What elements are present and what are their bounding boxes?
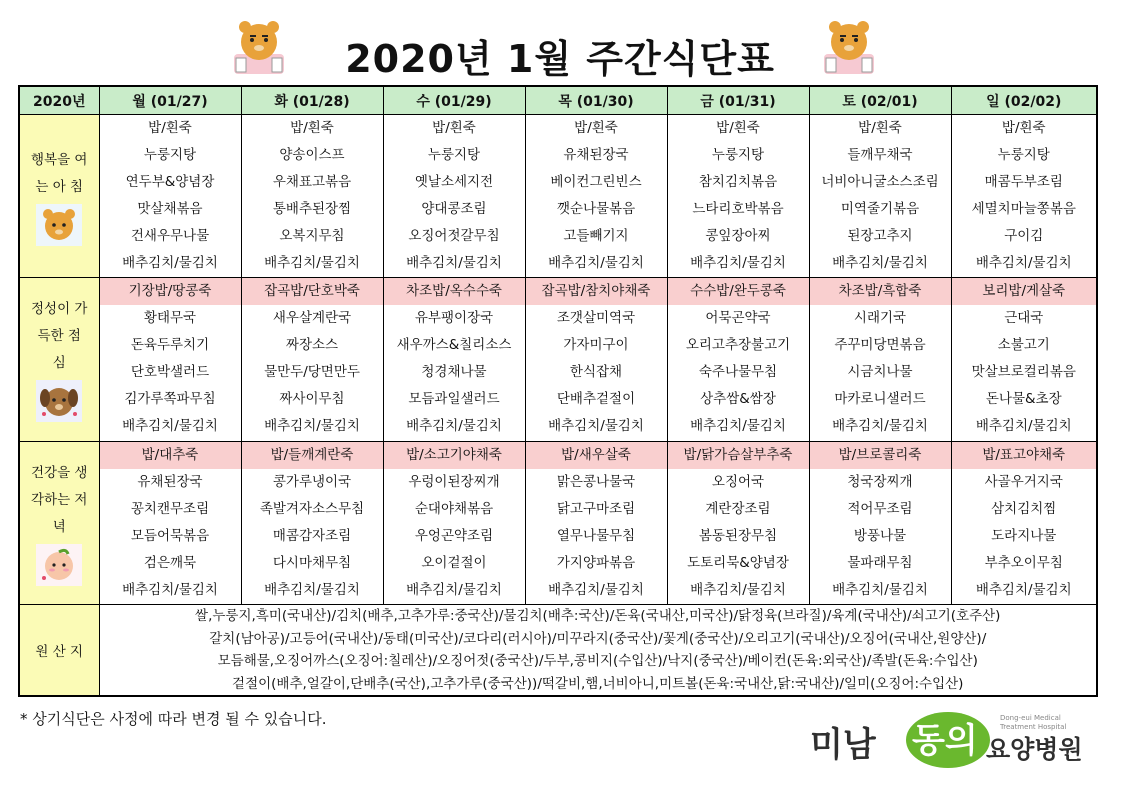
menu-item: 도토리묵&양념장 bbox=[687, 554, 789, 571]
menu-item: 맛살채볶음 bbox=[137, 201, 203, 217]
menu-item: 세멸치마늘쫑볶음 bbox=[971, 201, 1076, 217]
origin-line: 모듬해물,오징어까스(오징어:칠레산)/오징어젓(중국산)/두부,콩비지(수입산)/낙지(중국산)/베이컨(돈육:외국산)/족발(돈육:수입산) bbox=[217, 653, 978, 669]
menu-item: 양대콩조림 bbox=[421, 201, 487, 217]
menu-item: 조갯살미역국 bbox=[556, 310, 636, 327]
meal-label-text: 건강을 생각하는 저 녁 bbox=[31, 464, 88, 535]
menu-item: 배추김치/물김치 bbox=[690, 418, 786, 435]
day-menu-cell bbox=[667, 115, 809, 278]
day-menu-cell bbox=[809, 115, 951, 278]
menu-item: 삼치김치찜 bbox=[991, 500, 1057, 517]
day-menu-cell bbox=[951, 115, 1097, 278]
rice-porridge-item: 보리밥/게살죽 bbox=[952, 278, 1097, 305]
menu-item: 가지양파볶음 bbox=[556, 554, 636, 571]
menu-item: 유채된장국 bbox=[563, 147, 629, 163]
bear-character-icon bbox=[822, 18, 876, 76]
menu-item: 김가루쪽파무침 bbox=[124, 391, 216, 408]
menu-item: 배추김치/물김치 bbox=[832, 255, 928, 271]
menu-item: 청경채나물 bbox=[421, 364, 487, 381]
menu-item: 맛살브로컬리볶음 bbox=[971, 364, 1076, 381]
menu-item: 깻순나물볶음 bbox=[556, 201, 636, 217]
menu-item: 참치김치볶음 bbox=[698, 174, 778, 190]
origin-info bbox=[99, 605, 1097, 697]
menu-item: 닭고구마조림 bbox=[556, 500, 636, 517]
rice-porridge-item: 밥/닭가슴살부추죽 bbox=[668, 442, 809, 469]
menu-item: 배추김치/물김치 bbox=[832, 581, 928, 598]
menu-item: 유채된장국 bbox=[137, 473, 203, 490]
day-menu-cell bbox=[99, 278, 241, 441]
rice-porridge-item: 밥/흰죽 bbox=[574, 120, 618, 136]
menu-item: 새우살계란국 bbox=[272, 310, 352, 327]
weekly-menu-table bbox=[18, 85, 1098, 697]
logo-prefix: 미남 bbox=[810, 725, 876, 765]
menu-item: 한식잡채 bbox=[569, 364, 623, 381]
meal-section-row bbox=[19, 441, 1097, 604]
bear-character-icon bbox=[36, 204, 82, 246]
bear-character-icon bbox=[232, 18, 286, 76]
logo-suffix: 요양병원 bbox=[986, 735, 1083, 764]
menu-item: 봄동된장무침 bbox=[698, 527, 778, 544]
rice-porridge-item: 수수밥/완두콩죽 bbox=[668, 278, 809, 305]
menu-item: 배추김치/물김치 bbox=[690, 581, 786, 598]
menu-item: 배추김치/물김치 bbox=[548, 255, 644, 271]
origin-row bbox=[19, 605, 1097, 697]
menu-item: 건새우무나물 bbox=[130, 228, 210, 244]
menu-item: 다시마채무침 bbox=[272, 554, 352, 571]
menu-item: 배추김치/물김치 bbox=[975, 418, 1072, 435]
day-menu-cell bbox=[667, 278, 809, 441]
menu-item: 도라지나물 bbox=[991, 527, 1057, 544]
menu-item: 오징어젓갈무침 bbox=[408, 228, 500, 244]
logo-highlight: 동의 bbox=[912, 721, 978, 761]
menu-item: 옛날소세지전 bbox=[414, 174, 494, 190]
menu-item: 열무나물무침 bbox=[556, 527, 636, 544]
menu-item: 꽁치캔무조림 bbox=[130, 500, 210, 517]
day-menu-cell bbox=[667, 441, 809, 604]
day-menu-cell bbox=[809, 441, 951, 604]
rice-porridge-item: 밥/흰죽 bbox=[858, 120, 902, 136]
menu-item: 순대야채볶음 bbox=[414, 500, 494, 517]
menu-item: 소불고기 bbox=[997, 337, 1050, 354]
day-menu-cell bbox=[383, 441, 525, 604]
menu-item: 단호박샐러드 bbox=[130, 364, 210, 381]
day-menu-cell bbox=[99, 115, 241, 278]
menu-item: 오리고추장불고기 bbox=[685, 337, 791, 354]
menu-item: 오징어국 bbox=[711, 473, 765, 490]
menu-item: 돈육두루치기 bbox=[130, 337, 210, 354]
menu-item: 돈나물&초장 bbox=[985, 391, 1062, 408]
menu-item: 황태무국 bbox=[143, 310, 197, 327]
menu-item: 족발겨자소스무침 bbox=[259, 500, 365, 517]
day-menu-cell bbox=[383, 278, 525, 441]
menu-item: 양송이스프 bbox=[279, 147, 345, 163]
day-menu-cell bbox=[241, 441, 383, 604]
rice-porridge-item: 밥/들깨계란죽 bbox=[242, 442, 383, 469]
menu-item: 들깨무채국 bbox=[847, 147, 913, 163]
title-row bbox=[0, 14, 1124, 84]
peach-character-icon bbox=[36, 544, 82, 586]
menu-item: 어묵곤약국 bbox=[705, 310, 771, 327]
day-menu-cell bbox=[241, 115, 383, 278]
meal-label-text: 행복을 여는 아 침 bbox=[31, 151, 88, 195]
menu-item: 짜사이무침 bbox=[279, 391, 345, 408]
hospital-logo bbox=[800, 700, 1100, 780]
rice-porridge-item: 밥/브로콜리죽 bbox=[810, 442, 951, 469]
menu-item: 느타리호박볶음 bbox=[692, 201, 784, 217]
menu-item: 가자미구이 bbox=[563, 337, 629, 354]
rice-porridge-item: 밥/흰죽 bbox=[148, 120, 192, 136]
menu-item: 우렁이된장찌개 bbox=[408, 473, 500, 490]
menu-item: 오이겉절이 bbox=[421, 554, 487, 571]
meal-section-row bbox=[19, 278, 1097, 441]
day-header: 수 (01/29) bbox=[383, 86, 525, 115]
menu-item: 청국장찌개 bbox=[847, 473, 913, 490]
page-title: 2020년 1월 주간식단표 bbox=[345, 37, 775, 81]
logo-subtitle: Dong-eui Medical bbox=[1000, 714, 1061, 722]
origin-line: 갈치(남아공)/고등어(국내산)/동태(미국산)/코다리(러시아)/미꾸라지(중국산)/꽃게(중국산)/오리고기(국내산)/오징어(국내산,원양산)/ bbox=[209, 630, 987, 647]
menu-item: 배추김치/물김치 bbox=[975, 255, 1072, 271]
menu-item: 배추김치/물김치 bbox=[406, 581, 502, 598]
menu-item: 검은깨묵 bbox=[143, 554, 197, 571]
menu-item: 적어무조림 bbox=[847, 500, 913, 517]
menu-item: 계란장조림 bbox=[705, 500, 771, 517]
menu-item: 시래기국 bbox=[853, 310, 907, 327]
rice-porridge-item: 밥/흰죽 bbox=[716, 120, 760, 136]
day-header: 토 (02/01) bbox=[809, 86, 951, 115]
year-header: 2020년 bbox=[19, 86, 99, 115]
menu-item: 통배추된장찜 bbox=[272, 201, 352, 217]
menu-item: 배추김치/물김치 bbox=[406, 418, 502, 435]
menu-item: 배추김치/물김치 bbox=[122, 418, 218, 435]
menu-item: 배추김치/물김치 bbox=[690, 255, 786, 271]
menu-item: 누룽지탕 bbox=[711, 147, 765, 163]
menu-item: 맑은콩나물국 bbox=[556, 473, 636, 490]
day-header: 일 (02/02) bbox=[951, 86, 1097, 115]
menu-item: 너비아니굴소스조림 bbox=[821, 174, 939, 190]
menu-item: 배추김치/물김치 bbox=[122, 581, 218, 598]
day-menu-cell bbox=[525, 278, 667, 441]
menu-item: 물만두/당면만두 bbox=[264, 364, 360, 381]
day-menu-cell bbox=[525, 441, 667, 604]
menu-item: 배추김치/물김치 bbox=[406, 255, 502, 271]
menu-item: 배추김치/물김치 bbox=[548, 418, 644, 435]
menu-item: 미역줄기볶음 bbox=[840, 201, 920, 217]
menu-item: 누룽지탕 bbox=[143, 147, 197, 163]
origin-line: 쌀,누룽지,흑미(국내산)/김치(배추,고추가루:중국산)/물김치(배추:국산)/돈육(국내산,미국산)/닭정육(브라질)/육계(국내산)/쇠고기(호주산) bbox=[195, 608, 1001, 624]
notice-text: * 상기식단은 사정에 따라 변경 될 수 있습니다. bbox=[20, 710, 327, 728]
menu-item: 배추김치/물김치 bbox=[264, 418, 360, 435]
menu-item: 물파래무침 bbox=[847, 554, 913, 571]
menu-item: 방풍나물 bbox=[853, 527, 907, 544]
day-menu-cell bbox=[383, 115, 525, 278]
rice-porridge-item: 밥/대추죽 bbox=[100, 442, 241, 469]
menu-item: 부추오이무침 bbox=[984, 554, 1063, 571]
rice-porridge-item: 잡곡밥/단호박죽 bbox=[242, 278, 383, 305]
day-header: 목 (01/30) bbox=[525, 86, 667, 115]
menu-item: 사골우거지국 bbox=[984, 473, 1063, 490]
menu-item: 모듬과일샐러드 bbox=[408, 391, 500, 408]
menu-item: 누룽지탕 bbox=[997, 147, 1050, 163]
meal-label bbox=[19, 441, 99, 604]
menu-item: 연두부&양념장 bbox=[125, 174, 215, 190]
menu-item: 매콤감자조림 bbox=[272, 527, 352, 544]
day-header: 월 (01/27) bbox=[99, 86, 241, 115]
day-menu-cell bbox=[99, 441, 241, 604]
rice-porridge-item: 밥/흰죽 bbox=[432, 120, 476, 136]
rice-porridge-item: 밥/새우살죽 bbox=[526, 442, 667, 469]
menu-item: 콩잎장아찌 bbox=[705, 228, 771, 244]
meal-label bbox=[19, 278, 99, 441]
day-menu-cell bbox=[951, 441, 1097, 604]
day-header: 화 (01/28) bbox=[241, 86, 383, 115]
day-header: 금 (01/31) bbox=[667, 86, 809, 115]
menu-item: 된장고추지 bbox=[847, 228, 913, 244]
origin-label: 원 산 지 bbox=[19, 605, 99, 697]
meal-label bbox=[19, 115, 99, 278]
dog-character-icon bbox=[36, 380, 82, 422]
menu-item: 베이컨그린빈스 bbox=[550, 174, 642, 190]
logo-subtitle: Treatment Hospital bbox=[1000, 723, 1067, 731]
header-row bbox=[19, 86, 1097, 115]
menu-item: 모듬어묵볶음 bbox=[130, 527, 210, 544]
menu-item: 배추김치/물김치 bbox=[122, 255, 218, 271]
day-menu-cell bbox=[951, 278, 1097, 441]
menu-item: 우엉곤약조림 bbox=[414, 527, 494, 544]
rice-porridge-item: 밥/흰죽 bbox=[1001, 120, 1046, 136]
menu-item: 근대국 bbox=[1004, 310, 1044, 327]
menu-item: 새우까스&칠리소스 bbox=[396, 337, 512, 354]
menu-item: 고들빼기지 bbox=[563, 228, 629, 244]
menu-item: 우채표고볶음 bbox=[272, 174, 352, 190]
menu-item: 유부팽이장국 bbox=[414, 310, 494, 327]
menu-item: 배추김치/물김치 bbox=[832, 418, 928, 435]
origin-line: 겉절이(배추,얼갈이,단배추(국산),고추가루(중국산))/떡갈비,햄,너비아니,미트볼(돈육:국내산,닭:국내산)/일미(오징어:수입산) bbox=[232, 675, 964, 692]
menu-item: 콩가루냉이국 bbox=[272, 473, 352, 490]
rice-porridge-item: 차조밥/흑합죽 bbox=[810, 278, 951, 305]
rice-porridge-item: 차조밥/옥수수죽 bbox=[384, 278, 525, 305]
menu-item: 상추쌈&쌈장 bbox=[700, 391, 776, 408]
rice-porridge-item: 잡곡밥/참치야채죽 bbox=[526, 278, 667, 305]
rice-porridge-item: 밥/흰죽 bbox=[290, 120, 334, 136]
menu-item: 단배추겉절이 bbox=[556, 391, 636, 408]
menu-item: 배추김치/물김치 bbox=[264, 581, 360, 598]
rice-porridge-item: 기장밥/땅콩죽 bbox=[100, 278, 241, 305]
menu-item: 매콤두부조림 bbox=[984, 174, 1063, 190]
menu-item: 숙주나물무침 bbox=[698, 364, 778, 381]
rice-porridge-item: 밥/표고야채죽 bbox=[952, 442, 1097, 469]
menu-item: 주꾸미당면볶음 bbox=[834, 337, 926, 354]
meal-label-text: 정성이 가득한 점 심 bbox=[31, 301, 88, 372]
menu-item: 누룽지탕 bbox=[427, 147, 481, 163]
day-menu-cell bbox=[525, 115, 667, 278]
meal-section-row bbox=[19, 115, 1097, 278]
day-menu-cell bbox=[809, 278, 951, 441]
menu-item: 배추김치/물김치 bbox=[548, 581, 644, 598]
menu-item: 오복지무침 bbox=[279, 228, 345, 244]
menu-item: 구이김 bbox=[1004, 228, 1044, 244]
menu-item: 짜장소스 bbox=[285, 337, 339, 354]
day-menu-cell bbox=[241, 278, 383, 441]
rice-porridge-item: 밥/소고기야채죽 bbox=[384, 442, 525, 469]
menu-item: 마카로니샐러드 bbox=[834, 391, 926, 408]
menu-item: 배추김치/물김치 bbox=[264, 255, 360, 271]
menu-item: 배추김치/물김치 bbox=[975, 581, 1072, 598]
menu-item: 시금치나물 bbox=[847, 364, 913, 381]
